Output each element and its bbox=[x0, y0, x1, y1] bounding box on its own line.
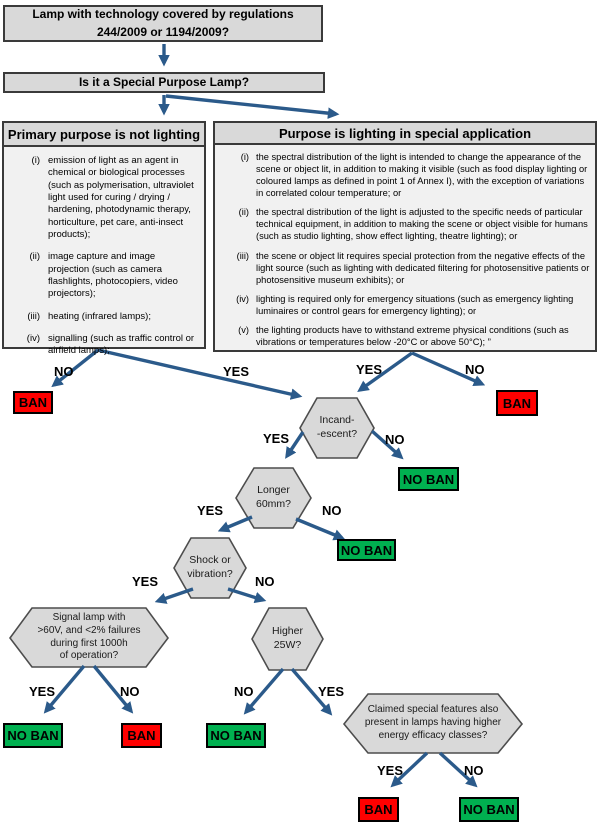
terminal-ban-left: BAN bbox=[13, 391, 53, 414]
title-line-2: 244/2009 or 1194/2009? bbox=[96, 24, 230, 39]
list-item-number: (v) bbox=[238, 324, 249, 335]
list-item-text: heating (infrared lamps); bbox=[48, 310, 151, 322]
right-panel-header: Purpose is lighting in special application bbox=[215, 123, 595, 145]
edge-label-no-higher: NO bbox=[234, 684, 254, 699]
terminal-noban-signal-yes: NO BAN bbox=[3, 723, 63, 748]
terminal-noban-incandescent: NO BAN bbox=[398, 467, 459, 491]
decision-longer-60mm-label: Longer 60mm? bbox=[255, 484, 291, 510]
edge-label-no-longer: NO bbox=[322, 503, 342, 518]
edge-label-no-signal: NO bbox=[120, 684, 140, 699]
list-item-number: (iv) bbox=[26, 333, 40, 345]
terminal-noban-longer: NO BAN bbox=[337, 539, 396, 561]
edge-label-yes-left-panel: YES bbox=[223, 364, 250, 379]
right-panel-list bbox=[215, 145, 595, 348]
decision-signal-lamp-label: Signal lamp with >60V, and <2% failures during first 1000h of operation? bbox=[37, 611, 141, 662]
edge-label-no-shock: NO bbox=[255, 574, 275, 589]
list-item-text: the spectral distribution of the light is adjusted to the specific needs of particular technical equipment, in addition to making the scene or object visible for humans (such as studio lighting, show effect lighting, theatre lighting); or bbox=[256, 207, 588, 242]
edge-label-yes-shock: YES bbox=[132, 574, 159, 589]
edge-label-no-right-panel: NO bbox=[465, 362, 485, 377]
list-item-number: (iv) bbox=[236, 293, 249, 304]
list-item-number: (ii) bbox=[29, 251, 40, 263]
question-text: Is it a Special Purpose Lamp? bbox=[78, 74, 250, 89]
decision-incandescent-label: Incand- -escent? bbox=[316, 414, 358, 440]
arrow-question-to-right-panel bbox=[166, 96, 336, 114]
title-line-1: Lamp with technology covered by regulations bbox=[32, 7, 294, 22]
list-item-number: (iii) bbox=[27, 310, 40, 322]
right-panel-special-application bbox=[213, 121, 597, 352]
terminal-noban-claimed-no: NO BAN bbox=[459, 797, 519, 822]
list-item-number: (ii) bbox=[238, 207, 249, 218]
left-panel-not-lighting bbox=[2, 121, 206, 357]
list-item-text: signalling (such as traffic control or airfield lamps); bbox=[48, 333, 195, 357]
list-item-text: the spectral distribution of the light is intended to change the appearance of the scene or object lit, in addition to making it visible (such as food display lighting or coloured lamps as defined in point 1 of Annex I), with the exception of variations in correlated colour temperature; or bbox=[256, 152, 588, 199]
list-item-number: (i) bbox=[240, 152, 249, 162]
title-box bbox=[3, 5, 323, 42]
list-item-number: (iii) bbox=[236, 250, 249, 261]
list-item-text: the scene or object lit requires special protection from the negative effects of the light source (such as lighting with dedicated filtering for photosensitive patients or photosensitive museum exhibits); or bbox=[256, 250, 590, 285]
decision-higher-25w-label: Higher 25W? bbox=[272, 625, 303, 651]
list-item-number: (i) bbox=[31, 155, 40, 166]
terminal-ban-signal-no: BAN bbox=[121, 723, 162, 748]
list-item-text: lighting is required only for emergency situations (such as emergency lighting luminaires or control gears for emergency lighting); or bbox=[256, 293, 574, 316]
terminal-noban-higher-no: NO BAN bbox=[206, 723, 266, 748]
list-item-text: emission of light as an agent in chemical or biological processes (such as polymerisation, ultraviolet light used for curing / drying / hardening, photodynamic therapy, horticulture, pet care, anti-insect products); bbox=[48, 155, 194, 241]
edge-label-yes-longer: YES bbox=[197, 503, 224, 518]
left-panel-list bbox=[4, 147, 204, 358]
special-purpose-question-box bbox=[3, 72, 325, 93]
edge-label-yes-signal: YES bbox=[29, 684, 56, 699]
edge-label-no-left-panel: NO bbox=[54, 364, 74, 379]
list-item-text: the lighting products have to withstand extreme physical conditions (such as vibrations or temperatures below -20°C or above 50°C); ” bbox=[256, 324, 569, 348]
edge-label-yes-right-panel: YES bbox=[356, 362, 383, 377]
terminal-ban-claimed-yes: BAN bbox=[358, 797, 399, 822]
decision-shock-vibration-label: Shock or vibration? bbox=[187, 554, 233, 580]
list-item-text: image capture and image projection (such as camera flashlights, photocopiers, video projectors); bbox=[48, 251, 178, 300]
edge-label-no-claimed: NO bbox=[464, 763, 484, 778]
edge-label-yes-higher: YES bbox=[318, 684, 345, 699]
terminal-ban-right: BAN bbox=[496, 390, 538, 416]
edge-label-no-incandescent: NO bbox=[385, 432, 405, 447]
decision-claimed-features-label: Claimed special features also present in lamps having higher energy efficacy classes? bbox=[364, 704, 502, 741]
edge-label-yes-claimed: YES bbox=[377, 763, 404, 778]
left-panel-header: Primary purpose is not lighting bbox=[4, 123, 204, 147]
edge-label-yes-incandescent: YES bbox=[263, 431, 290, 446]
